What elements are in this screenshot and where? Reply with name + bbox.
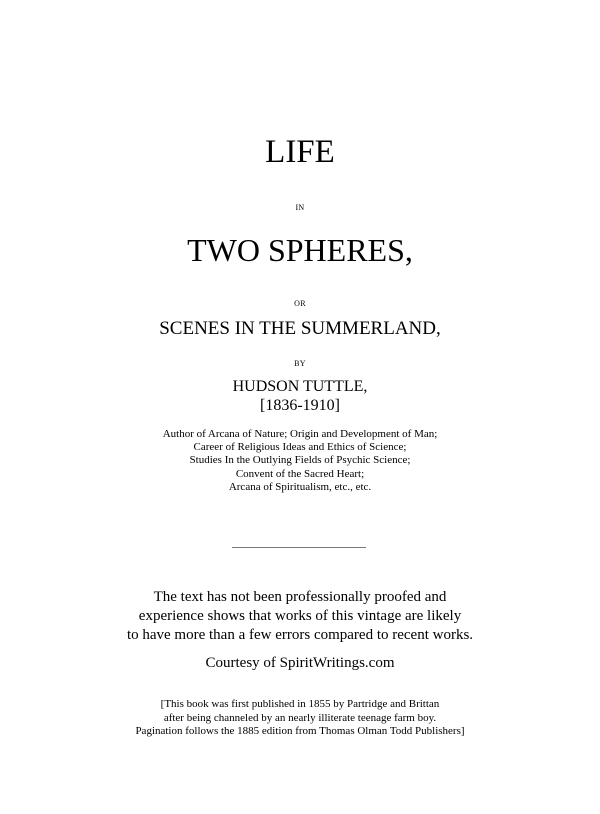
publication-note-line: after being channeled by an nearly illiterate teenage farm boy. xyxy=(163,711,437,724)
connector-in: IN xyxy=(295,203,305,212)
other-work-line: Arcana of Spiritualism, etc., etc. xyxy=(228,480,372,493)
other-work-line: Studies In the Outlying Fields of Psychic Science; xyxy=(189,454,411,467)
proofing-notice xyxy=(0,588,600,645)
publication-note xyxy=(0,698,600,739)
author-name: HUDSON TUTTLE, xyxy=(232,378,368,395)
courtesy-line: Courtesy of SpiritWritings.com xyxy=(205,655,395,671)
book-title: LIFE xyxy=(265,134,335,170)
notice-line: to have more than a few errors compared to recent works. xyxy=(126,627,474,643)
book-title-line2: TWO SPHERES, xyxy=(187,232,413,268)
connector-by: BY xyxy=(294,359,306,368)
other-works-list xyxy=(0,428,600,494)
connector-or: OR xyxy=(294,299,306,308)
author-dates: [1836-1910] xyxy=(260,397,340,414)
other-work-line: Convent of the Sacred Heart; xyxy=(235,467,365,480)
other-work-line: Author of Arcana of Nature; Origin and Development of Man; xyxy=(162,428,438,440)
divider-rule xyxy=(232,547,366,548)
notice-line: experience shows that works of this vintage are likely xyxy=(138,608,462,624)
publication-note-line: [This book was first published in 1855 by Partridge and Brittan xyxy=(160,698,440,710)
notice-line: The text has not been professionally proofed and xyxy=(153,589,447,605)
book-subtitle: SCENES IN THE SUMMERLAND, xyxy=(159,318,441,339)
publication-note-line: Pagination follows the 1885 edition from Thomas Olman Todd Publishers] xyxy=(135,725,465,737)
other-work-line: Career of Religious Ideas and Ethics of Science; xyxy=(193,441,407,454)
